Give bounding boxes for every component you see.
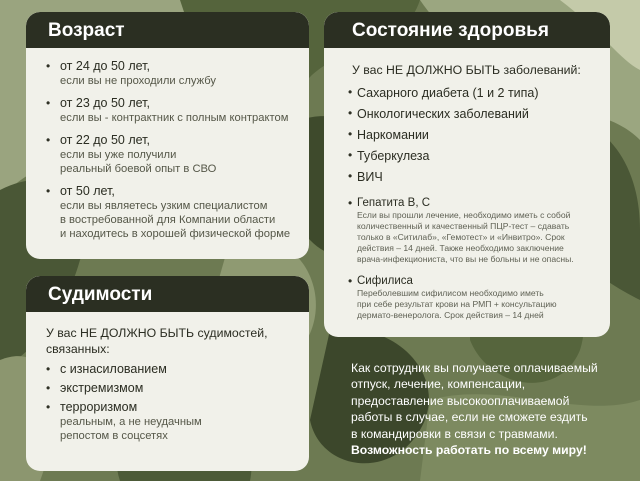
disease-item-title: Онкологических заболеваний (357, 107, 529, 121)
hepatitis-note: Если вы прошли лечение, необходимо иметь с собой (357, 210, 571, 220)
disease-item (324, 127, 610, 143)
age-item (26, 133, 309, 176)
disease-item-title: Сахарного диабета (1 и 2 типа) (357, 86, 539, 100)
bullet-icon: • (348, 196, 353, 210)
convictions-intro: У вас НЕ ДОЛЖНО БЫТЬ судимостей, (46, 326, 268, 340)
age-item-title: от 24 до 50 лет, (60, 59, 150, 73)
conviction-item-title: с изнасилованием (60, 362, 167, 376)
disease-item (324, 169, 610, 185)
conviction-item-note: реальным, а не неудачным (60, 416, 202, 428)
disease-item-title: Сифилиса (357, 275, 413, 287)
disease-item-title: Туберкулеза (357, 149, 430, 163)
age-item-note: если вы являетесь узким специалистом (60, 200, 268, 212)
benefits-line: отпуск, лечение, компенсации, (351, 377, 526, 392)
bullet-icon: • (46, 96, 51, 110)
age-card (26, 12, 309, 259)
disease-item-title: ВИЧ (357, 170, 383, 184)
conviction-item (26, 381, 309, 396)
age-list (26, 59, 309, 241)
disease-item-title: Наркомании (357, 128, 429, 142)
disease-item (324, 85, 610, 101)
bullet-icon: • (348, 148, 353, 162)
bullet-icon: • (46, 362, 51, 376)
age-item-title: от 22 до 50 лет, (60, 133, 150, 147)
benefits-text (351, 360, 623, 458)
age-item-note: и находитесь в хорошей физической форме (60, 228, 291, 240)
benefits-line: Как сотрудник вы получаете оплачиваемый (351, 361, 598, 375)
health-card (324, 12, 610, 337)
benefits-line: работы в случае, если не сможете ездить (351, 410, 588, 425)
hepatitis-note: действия – 14 дней. Также необходимо заключение (357, 243, 564, 253)
bullet-icon: • (348, 85, 353, 99)
bullet-icon: • (348, 106, 353, 120)
conviction-item-title: экстремизмом (60, 381, 144, 395)
convictions-list (26, 362, 309, 443)
hepatitis-note: только в «Ситилаб», «Гемотест» и «Инвитро». Срок (357, 232, 565, 242)
disease-item-syphilis (324, 274, 610, 321)
bullet-icon: • (46, 184, 51, 198)
age-item-note: если вы - контрактник с полным контрактом (60, 112, 289, 124)
disease-item (324, 106, 610, 122)
age-item (26, 96, 309, 125)
conviction-item-title: терроризмом (60, 400, 138, 414)
health-card-title: Состояние здоровья (324, 12, 610, 48)
age-item-title: от 23 до 50 лет, (60, 96, 150, 110)
disease-item-hepatitis (324, 196, 610, 265)
age-item-note: реальный боевой опыт в СВО (60, 163, 217, 175)
age-item-note: если вы не проходили службу (60, 75, 216, 87)
age-item-note: если вы уже получили (60, 149, 177, 161)
age-card-title: Возраст (26, 12, 309, 48)
benefits-line: в командировки в связи с травмами. (351, 426, 558, 441)
convictions-card (26, 276, 309, 471)
bullet-icon: • (46, 59, 51, 73)
bullet-icon: • (46, 381, 51, 395)
benefits-highlight: Возможность работать по всему миру! (351, 443, 587, 458)
hepatitis-note: врача-инфекциониста, что вы не больны и не опасны. (357, 254, 574, 264)
conviction-item-note: репостом в соцсетях (60, 430, 168, 442)
convictions-card-title: Судимости (26, 276, 309, 312)
age-item (26, 59, 309, 88)
age-item-title: от 50 лет, (60, 184, 115, 198)
conviction-item (26, 362, 309, 377)
health-intro: У вас НЕ ДОЛЖНО БЫТЬ заболеваний: (352, 63, 581, 77)
benefits-line: предоставление высокооплачиваемой (351, 393, 570, 408)
bullet-icon: • (46, 133, 51, 147)
bullet-icon: • (348, 274, 353, 288)
bullet-icon: • (348, 127, 353, 141)
health-list (324, 85, 610, 321)
syphilis-note: Переболевшим сифилисом необходимо иметь (357, 288, 544, 298)
convictions-intro: связанных: (46, 342, 110, 356)
syphilis-note: при себе результат крови на РМП + консультацию (357, 299, 557, 309)
bullet-icon: • (46, 400, 51, 414)
conviction-item (26, 400, 309, 443)
hepatitis-note: количественный и качественный ПЦР-тест – сдавать (357, 221, 570, 231)
disease-item (324, 148, 610, 164)
disease-item-title: Гепатита В, С (357, 197, 431, 209)
syphilis-note: дермато-венеролога. Срок действия – 14 дней (357, 310, 544, 320)
age-item-note: в востребованной для Компании области (60, 214, 276, 226)
bullet-icon: • (348, 169, 353, 183)
age-item (26, 184, 309, 241)
